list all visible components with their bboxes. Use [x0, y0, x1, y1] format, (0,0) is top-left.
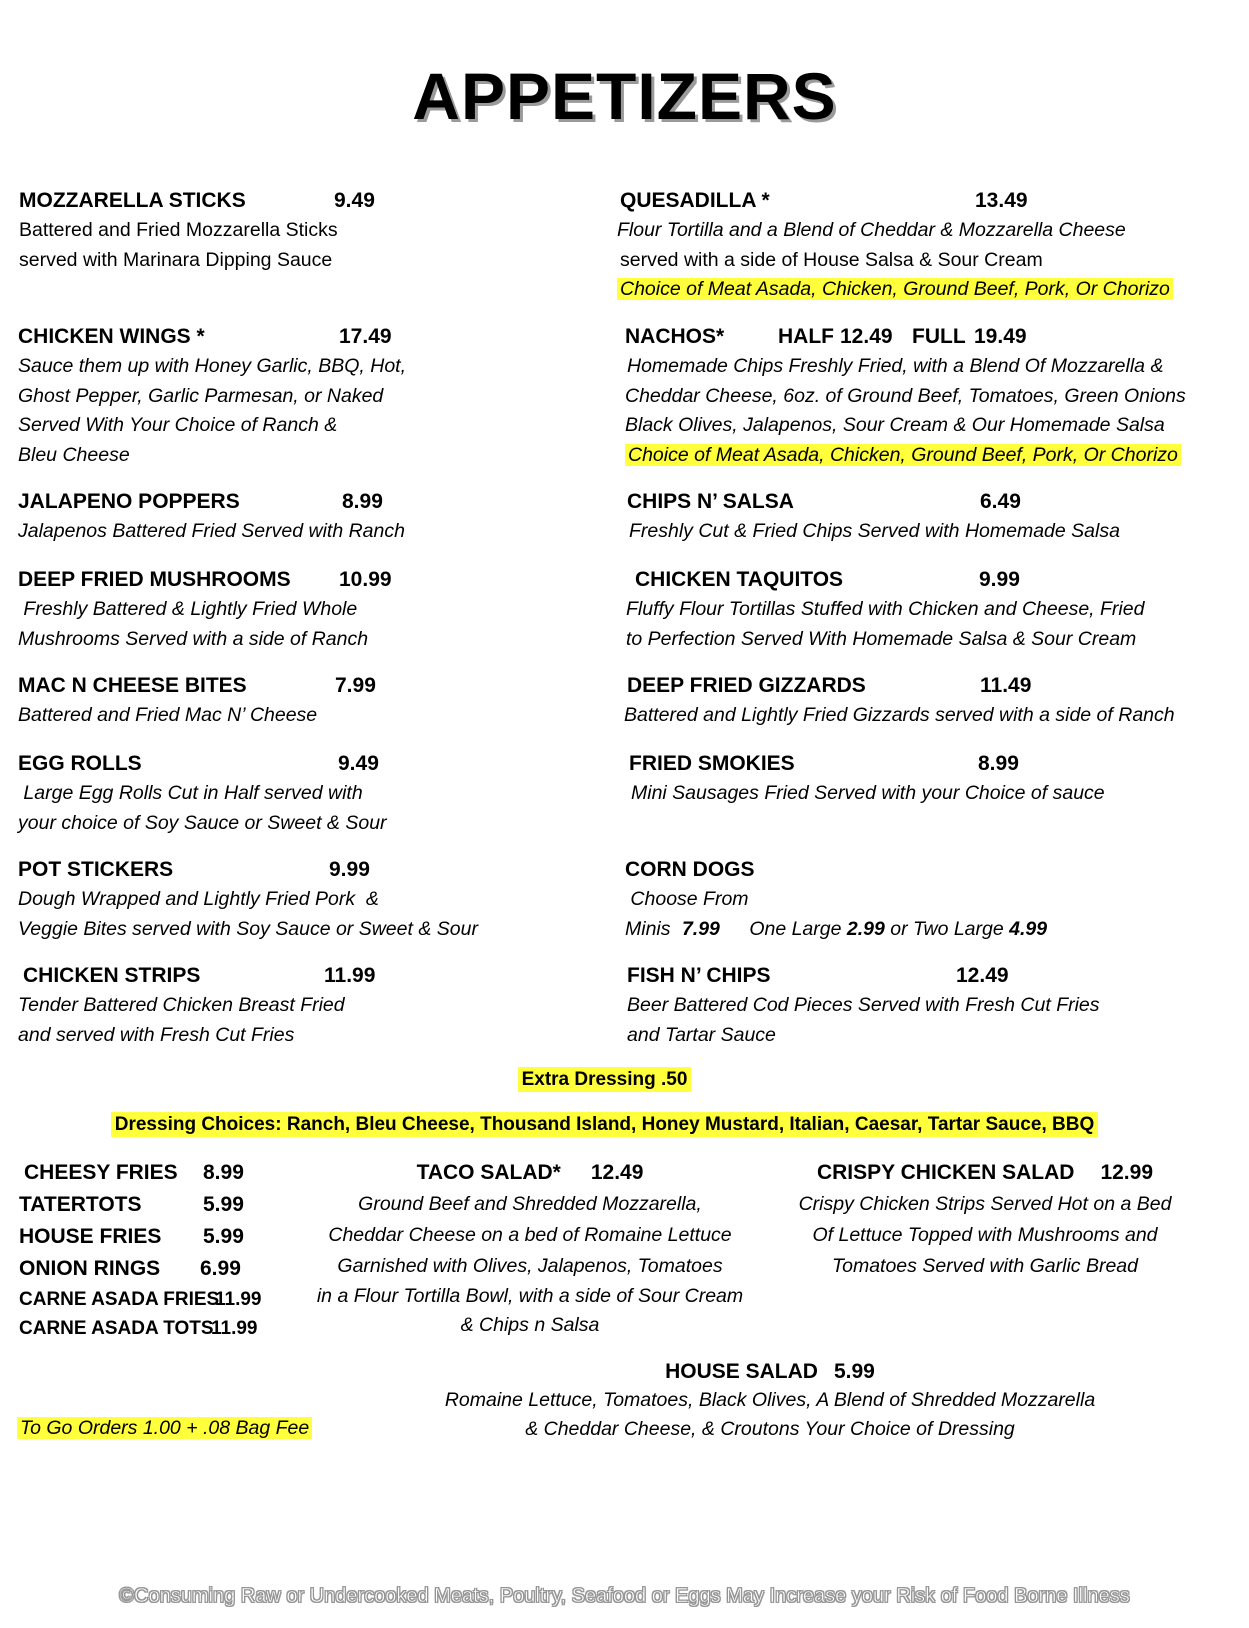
two-large-label: or Two Large — [890, 917, 1004, 940]
item-price: 12.99 — [1100, 1161, 1154, 1184]
extra-dressing-text: Extra Dressing .50 — [518, 1067, 692, 1092]
item-name: CHIPS N’ SALSA — [627, 490, 794, 513]
full-label: FULL — [912, 325, 966, 348]
item-price: 12.49 — [590, 1161, 644, 1184]
item-price: 8.99 — [978, 752, 1019, 775]
item-desc-line: Bleu Cheese — [18, 443, 130, 466]
item-price: 11.49 — [980, 674, 1032, 697]
menu-item-corn-dogs — [625, 855, 1047, 944]
side-item — [19, 1285, 299, 1314]
menu-item-chicken-strips — [18, 961, 376, 1050]
item-desc-line: served with Marinara Dipping Sauce — [19, 248, 333, 271]
side-price: 5.99 — [203, 1225, 244, 1248]
side-name: TATERTOTS — [19, 1193, 142, 1216]
menu-item-chips-n-salsa — [627, 487, 1120, 547]
item-desc-line: in a Flour Tortilla Bowl, with a side of Sour Cream — [316, 1285, 744, 1307]
side-price: 11.99 — [215, 1289, 262, 1310]
side-price: 6.99 — [200, 1257, 241, 1280]
item-desc-line: Homemade Chips Freshly Fried, with a Blend Of Mozzarella & — [627, 355, 1164, 377]
menu-item-deep-fried-gizzards — [624, 671, 1175, 731]
item-desc-line: Beer Battered Cod Pieces Served with Fresh Cut Fries — [627, 994, 1100, 1016]
item-desc-line: Flour Tortilla and a Blend of Cheddar & Mozzarella Cheese — [617, 219, 1126, 241]
menu-item-house-salad — [420, 1358, 1120, 1444]
minis-price: 7.99 — [681, 917, 720, 940]
item-desc-line: Crispy Chicken Strips Served Hot on a Bed — [798, 1193, 1172, 1215]
item-desc-line: Freshly Battered & Lightly Fried Whole — [18, 598, 358, 620]
item-price: 7.99 — [335, 674, 376, 697]
item-desc-line: served with a side of House Salsa & Sour Cream — [620, 248, 1043, 271]
menu-item-chicken-taquitos — [625, 565, 1144, 654]
item-price: 11.99 — [324, 964, 376, 987]
menu-item-chicken-wings — [18, 322, 406, 470]
sides-list — [19, 1157, 299, 1343]
item-price: 13.49 — [975, 189, 1028, 212]
extra-dressing-note — [0, 1066, 1229, 1094]
to-go-text: To Go Orders 1.00 + .08 Bag Fee — [17, 1417, 312, 1439]
menu-item-mac-n-cheese-bites — [18, 671, 376, 731]
item-name: QUESADILLA * — [620, 189, 770, 212]
dressing-choices-text: Dressing Choices: Ranch, Bleu Cheese, Thousand Island, Honey Mustard, Italian, Caesar, Tartar Sauce, BBQ — [111, 1112, 1098, 1137]
item-desc-line: Freshly Cut & Fried Chips Served with Homemade Salsa — [629, 520, 1120, 542]
item-name: CHICKEN STRIPS — [23, 964, 201, 987]
menu-item-deep-fried-mushrooms — [18, 565, 392, 654]
item-name: NACHOS* — [625, 325, 725, 348]
item-name: DEEP FRIED MUSHROOMS — [18, 568, 291, 591]
corn-dog-options — [625, 915, 1047, 945]
item-price: 6.49 — [980, 490, 1021, 513]
item-desc-line: Fluffy Flour Tortillas Stuffed with Chicken and Cheese, Fried — [626, 598, 1145, 620]
item-desc-line: Battered and Lightly Fried Gizzards served with a side of Ranch — [624, 704, 1175, 726]
item-desc-line: your choice of Soy Sauce or Sweet & Sour — [18, 811, 387, 834]
side-item — [19, 1221, 299, 1253]
item-name: CRISPY CHICKEN SALAD — [816, 1161, 1075, 1184]
item-desc-line: Large Egg Rolls Cut in Half served with — [18, 782, 363, 804]
item-desc-line: Cheddar Cheese, 6oz. of Ground Beef, Tomatoes, Green Onions — [625, 384, 1186, 407]
item-desc-line: Tomatoes Served with Garlic Bread — [831, 1255, 1138, 1277]
item-desc-line: and served with Fresh Cut Fries — [18, 1023, 295, 1046]
side-name: CARNE ASADA TOTS — [19, 1318, 214, 1339]
item-desc-line: Battered and Fried Mozzarella Sticks — [19, 219, 338, 241]
meat-choice-highlight: Choice of Meat Asada, Chicken, Ground Beef, Pork, Or Chorizo — [617, 278, 1173, 300]
to-go-note — [17, 1414, 312, 1442]
menu-item-taco-salad — [300, 1157, 760, 1340]
item-desc-line: Garnished with Olives, Jalapenos, Tomatoes — [337, 1255, 723, 1277]
item-desc-line: Black Olives, Jalapenos, Sour Cream & Our Homemade Salsa — [625, 414, 1165, 436]
item-desc-line: Choose From — [625, 888, 749, 910]
item-desc-line: Ghost Pepper, Garlic Parmesan, or Naked — [18, 384, 384, 407]
item-desc-line: Romaine Lettuce, Tomatoes, Black Olives, A Blend of Shredded Mozzarella — [444, 1389, 1096, 1411]
item-price: 10.99 — [339, 568, 392, 591]
item-price: 9.99 — [979, 568, 1020, 591]
item-name: EGG ROLLS — [18, 752, 142, 775]
side-item — [19, 1253, 299, 1285]
item-name: POT STICKERS — [18, 858, 174, 881]
half-label: HALF — [778, 325, 834, 348]
item-desc-line: Served With Your Choice of Ranch & — [18, 414, 338, 436]
side-name: ONION RINGS — [19, 1257, 161, 1280]
item-desc-line: Ground Beef and Shredded Mozzarella, — [358, 1193, 702, 1215]
item-name: CORN DOGS — [625, 858, 755, 881]
health-warning-footer: ©Consuming Raw or Undercooked Meats, Poultry, Seafood or Eggs May Increase your Risk of Food Borne Illness — [119, 1585, 1130, 1607]
menu-item-mozzarella-sticks — [19, 186, 375, 275]
item-price: 9.99 — [329, 858, 370, 881]
item-price: 8.99 — [342, 490, 383, 513]
item-name: JALAPENO POPPERS — [18, 490, 240, 513]
item-desc-line: Sauce them up with Honey Garlic, BBQ, Hot, — [18, 355, 407, 377]
item-price: 12.49 — [956, 964, 1009, 987]
one-large-label: One Large — [749, 917, 842, 940]
menu-item-quesadilla — [617, 186, 1173, 305]
side-price: 11.99 — [211, 1318, 258, 1339]
side-name: HOUSE FRIES — [19, 1225, 162, 1248]
item-desc-line: Battered and Fried Mac N’ Cheese — [18, 704, 318, 726]
menu-item-nachos — [625, 322, 1186, 470]
item-name: CHICKEN TAQUITOS — [635, 568, 844, 591]
item-name: CHICKEN WINGS * — [18, 325, 205, 348]
item-desc-line: & Cheddar Cheese, & Croutons Your Choice of Dressing — [525, 1418, 1015, 1440]
item-price: 5.99 — [833, 1360, 875, 1383]
item-name: FRIED SMOKIES — [629, 752, 795, 775]
item-desc-line: Tender Battered Chicken Breast Fried — [18, 994, 345, 1016]
meat-choice-highlight: Choice of Meat Asada, Chicken, Ground Beef, Pork, Or Chorizo — [625, 444, 1181, 466]
item-price: 9.49 — [334, 189, 375, 212]
half-price: 12.49 — [840, 325, 893, 348]
menu-item-crispy-chicken-salad — [790, 1157, 1180, 1282]
item-name: TACO SALAD* — [416, 1161, 561, 1184]
menu-item-fish-n-chips — [627, 961, 1100, 1050]
menu-item-jalapeno-poppers — [18, 487, 405, 547]
dressing-choices-note — [0, 1111, 1229, 1139]
item-name: MOZZARELLA STICKS — [19, 189, 246, 212]
item-desc-line: Mini Sausages Fried Served with your Choice of sauce — [631, 782, 1105, 804]
menu-item-pot-stickers — [18, 855, 478, 944]
item-desc-line: Jalapenos Battered Fried Served with Ranch — [18, 520, 405, 542]
item-price: 17.49 — [339, 325, 392, 348]
side-price: 8.99 — [203, 1161, 244, 1184]
item-name: MAC N CHEESE BITES — [18, 674, 247, 697]
item-price: 9.49 — [338, 752, 379, 775]
side-item — [19, 1189, 299, 1221]
item-desc-line: Dough Wrapped and Lightly Fried Pork & — [18, 888, 379, 910]
item-desc-line: & Chips n Salsa — [460, 1314, 600, 1336]
side-price: 5.99 — [203, 1193, 244, 1216]
full-price: 19.49 — [974, 325, 1027, 348]
menu-item-egg-rolls — [18, 749, 387, 838]
side-item — [19, 1157, 299, 1189]
item-desc-line: Mushrooms Served with a side of Ranch — [18, 627, 369, 650]
side-name: CARNE ASADA FRIES — [19, 1289, 220, 1310]
item-name: DEEP FRIED GIZZARDS — [627, 674, 866, 697]
menu-item-fried-smokies — [629, 749, 1105, 809]
one-large-price: 2.99 — [846, 917, 885, 940]
item-desc-line: Of Lettuce Topped with Mushrooms and — [812, 1224, 1158, 1246]
item-name: FISH N’ CHIPS — [627, 964, 771, 987]
page-title: APPETIZERS — [412, 59, 837, 133]
item-desc-line: Cheddar Cheese on a bed of Romaine Lettuce — [328, 1224, 732, 1246]
side-item — [19, 1314, 299, 1343]
item-desc-line: Veggie Bites served with Soy Sauce or Sweet & Sour — [18, 917, 478, 940]
side-name: CHEESY FRIES — [24, 1161, 178, 1184]
item-desc-line: to Perfection Served With Homemade Salsa & Sour Cream — [626, 627, 1137, 650]
two-large-price: 4.99 — [1009, 917, 1048, 940]
item-name: HOUSE SALAD — [665, 1360, 818, 1383]
item-desc-line: and Tartar Sauce — [627, 1023, 776, 1046]
minis-label: Minis — [625, 917, 671, 940]
